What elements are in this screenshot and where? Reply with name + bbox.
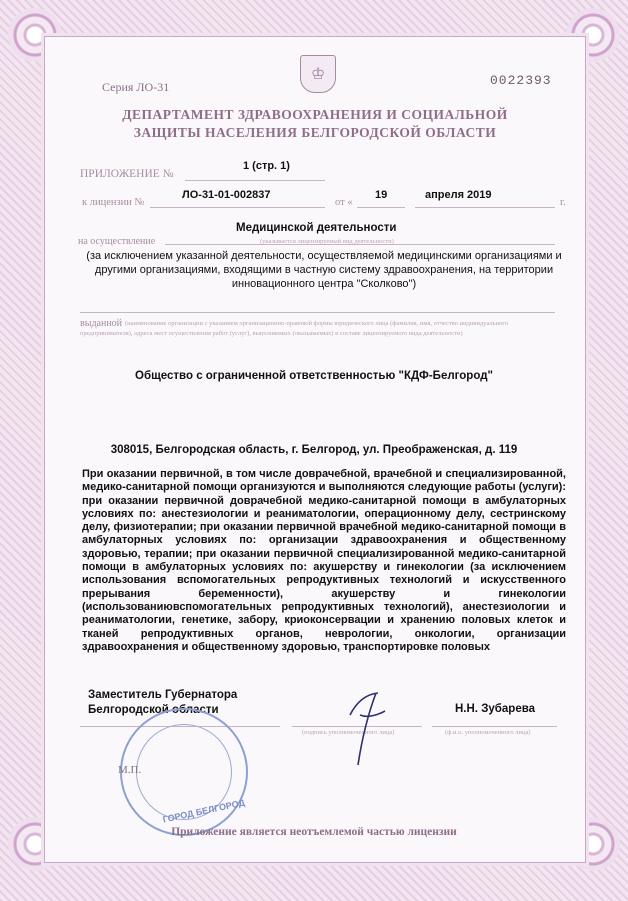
signature-note: (подпись уполномоченного лица) — [302, 729, 395, 736]
series-label: Серия ЛО-31 — [102, 80, 170, 94]
blank-line — [80, 312, 555, 313]
day-underline — [357, 207, 405, 208]
form-number: 0022393 — [490, 73, 552, 88]
license-label: к лицензии № — [82, 197, 145, 208]
department-line-2: ЗАЩИТЫ НАСЕЛЕНИЯ БЕЛГОРОДСКОЙ ОБЛАСТИ — [133, 125, 497, 140]
department-heading — [90, 106, 540, 142]
signer-position-line-1: Заместитель Губернатора — [88, 689, 238, 701]
appendix-value: 1 (стр. 1) — [243, 160, 290, 172]
department-line-1: ДЕПАРТАМЕНТ ЗДРАВООХРАНЕНИЯ И СОЦИАЛЬНОЙ — [122, 107, 508, 122]
signer-name: Н.Н. Зубарева — [455, 703, 536, 715]
stamp-place-label: М.П. — [118, 764, 142, 776]
activity-value: Медицинской деятельности — [236, 222, 397, 234]
organization-name: Общество с ограниченной ответственностью "КДФ-Белгород" — [135, 370, 493, 382]
footer-note: Приложение является неотъемлемой частью лицензии — [171, 826, 457, 838]
signer-position-line-2: Белгородской области — [88, 704, 219, 716]
licensed-works-text: При оказании первичной, в том числе доврачебной, врачебной и специализированной, медико-санитарной помощи организуются и выполняются следующие работы (услуги): при оказании первичной доврачебной медико-санитарной помощи в амбулаторных условиях по: анестезиологии и реаниматологии, операционному делу, сестринскому делу, физиотерапии; при оказании первичной врачебной медико-санитарной помощи в амбулаторных условиях по: организации здравоохранения и общественному здоровью, терапии; при оказании первичной специализированной медико-санитарной помощи в амбулаторных условиях по: акушерству и гинекологии (за исключением использования вспомогательных репродуктивных технологий и искусственного прерывания беременности), акушерству и гинекологии (использованиювспомогательных репродуктивных технологий), анестезиологии и реаниматологии, генетике, забору, криоконсервации и хранению половых клеток и тканей репродуктивных органов, неврологии, онкологии, организации здравоохранения и общественному здоровью, транспортировке половых — [82, 468, 566, 653]
date-month-year: апреля 2019 — [425, 189, 492, 201]
date-day: 19 — [375, 189, 388, 201]
name-underline — [432, 726, 557, 727]
activity-exclusion: (за исключением указанной деятельности, осуществляемой медицинскими организациями и другими организациями, входящими в частную систему здравоохранения, на территории инновационного центра "Сколково") — [86, 250, 562, 290]
issued-label: выданной — [80, 318, 123, 329]
appendix-underline — [185, 180, 325, 181]
issued-note: (наименование организации с указанием организационно-правовой формы юридического лица (фамилия, имя, отчество индивидуального предпринимателя), адреса мест осуществления работ (услуг), выполняемых (оказываемых) в составе лицензируемого вида деятельности) — [80, 320, 509, 337]
activity-note: (указывается лицензируемый вид деятельности) — [260, 238, 394, 245]
activity-label: на осуществление — [78, 236, 156, 247]
year-suffix: г. — [560, 197, 566, 208]
date-from-label: от « — [335, 197, 353, 208]
coat-of-arms-emblem — [300, 55, 336, 93]
license-number: ЛО-31-01-002837 — [182, 189, 271, 201]
eagle-icon: ♔ — [310, 66, 326, 83]
handwritten-signature — [330, 675, 400, 775]
license-underline — [150, 207, 325, 208]
seal-text: ГОРОД БЕЛГОРОД — [161, 797, 246, 825]
name-note: (ф.и.о. уполномоченного лица) — [445, 729, 531, 736]
organization-address: 308015, Белгородская область, г. Белгород, ул. Преображенская, д. 119 — [110, 444, 518, 456]
appendix-label: ПРИЛОЖЕНИЕ № — [80, 168, 174, 180]
month-underline — [415, 207, 555, 208]
